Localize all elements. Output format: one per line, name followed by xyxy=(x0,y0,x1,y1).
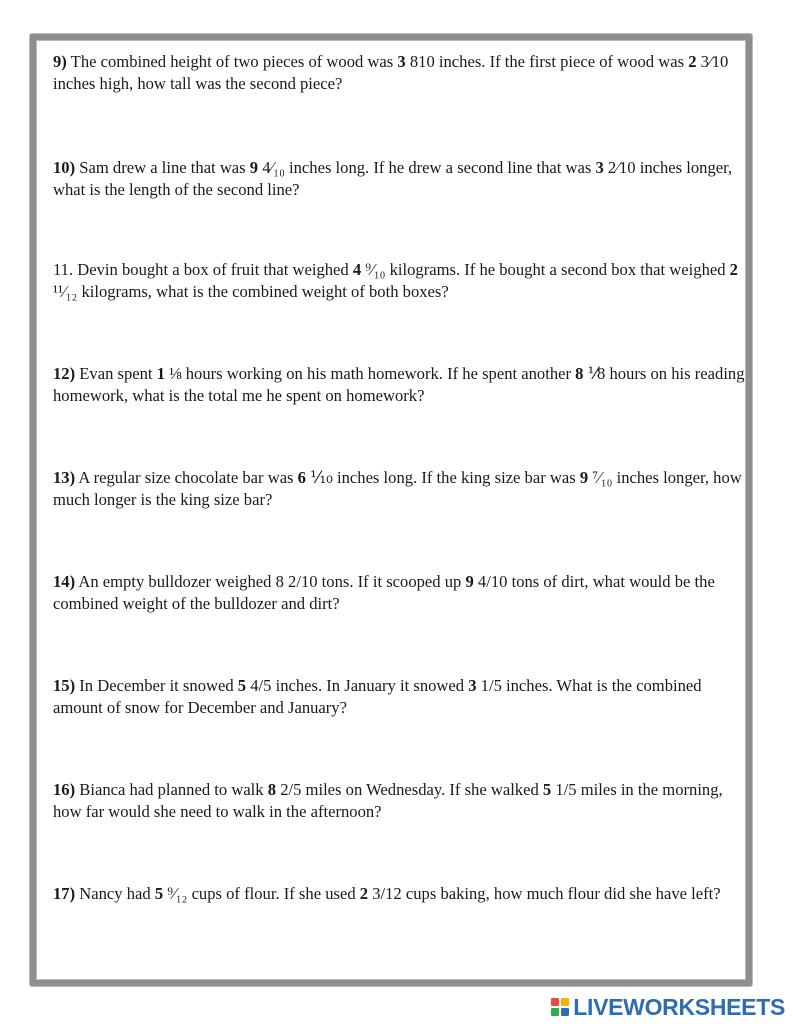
question-text: Nancy had xyxy=(75,884,155,903)
question-text: Sam drew a line that was xyxy=(75,158,250,177)
question-15 xyxy=(53,675,749,719)
bold-number: 8 xyxy=(267,780,277,799)
question-17 xyxy=(53,883,749,905)
question-text: 3/12 cups baking, how much flour did she have left? xyxy=(368,884,721,903)
logo-square xyxy=(561,1008,569,1016)
question-text: 4/10 tons of dirt, what would be the combined weight of the bulldozer and dirt? xyxy=(53,572,715,613)
question-number: 17) xyxy=(53,884,76,903)
worksheet-frame xyxy=(30,34,752,986)
question-text: 1/5 miles in the morning, how far would she need to walk in the afternoon? xyxy=(53,780,723,821)
bold-number: 8 xyxy=(575,364,584,383)
question-text: ⅟8 hours on his reading homework, what is the total me he spent on homework? xyxy=(53,364,745,405)
question-text: 1/5 inches. What is the combined amount of snow for December and January? xyxy=(53,676,702,717)
question-9 xyxy=(53,51,749,95)
bold-number: 4 xyxy=(352,260,362,279)
bold-number: 3 xyxy=(595,158,604,177)
question-text: A regular size chocolate bar was xyxy=(75,468,298,487)
question-number: 13) xyxy=(53,468,76,487)
logo-squares-icon xyxy=(551,998,569,1016)
question-text: Evan spent xyxy=(75,364,157,383)
bold-number: 1 xyxy=(156,364,165,383)
question-text: 2/5 miles on Wednesday. If she walked xyxy=(276,780,543,799)
question-number: 10) xyxy=(53,158,76,177)
logo-square xyxy=(551,998,559,1006)
question-number: 9) xyxy=(53,52,67,71)
question-11 xyxy=(53,259,749,303)
liveworksheets-logo[interactable] xyxy=(551,993,785,1021)
question-text: ⅛ hours working on his math homework. If he spent another xyxy=(165,364,576,383)
question-text: In December it snowed xyxy=(75,676,238,695)
question-10 xyxy=(53,157,749,201)
question-text: ⁷⁄₁₀ inches longer, how much longer is the king size bar? xyxy=(53,468,742,509)
bold-number: 3 xyxy=(397,52,406,71)
question-number: 16) xyxy=(53,780,76,799)
question-text: ⁹⁄₁₂ cups of flour. If she used xyxy=(163,884,360,903)
bold-number: 3 xyxy=(468,676,477,695)
question-text: 2⁄10 inches longer, what is the length of the second line? xyxy=(53,158,733,199)
bold-number: 5 xyxy=(542,780,552,799)
question-text: 4/5 inches. In January it snowed xyxy=(246,676,469,695)
bold-number: 2 xyxy=(729,260,738,279)
brand-name: LIVEWORKSHEETS xyxy=(573,993,785,1020)
question-number: 15) xyxy=(53,676,76,695)
question-number: 12) xyxy=(53,364,76,383)
bold-number: 2 xyxy=(688,52,697,71)
bold-number: 9 xyxy=(465,572,474,591)
question-text: ⅒ inches long. If the king size bar was xyxy=(305,468,580,487)
bold-number: 9 xyxy=(579,468,589,487)
question-text: ⁹⁄₁₀ kilograms. If he bought a second box that weighed xyxy=(361,260,730,279)
question-text: 3⁄10 inches high, how tall was the second piece? xyxy=(53,52,729,93)
question-text: Bianca had planned to walk xyxy=(75,780,268,799)
bold-number: 9 xyxy=(249,158,259,177)
question-text: 810 inches. If the first piece of wood was xyxy=(405,52,689,71)
question-number: 14) xyxy=(53,572,76,591)
question-text: 11. Devin bought a box of fruit that weighed xyxy=(53,260,353,279)
logo-square xyxy=(561,998,569,1006)
question-text: ¹¹⁄₁₂ kilograms, what is the combined weight of both boxes? xyxy=(53,282,449,301)
question-text: 4⁄₁₀ inches long. If he drew a second line that was xyxy=(258,158,596,177)
bold-number: 2 xyxy=(359,884,369,903)
bold-number: 5 xyxy=(237,676,247,695)
question-12 xyxy=(53,363,749,407)
logo-square xyxy=(551,1008,559,1016)
bold-number: 6 xyxy=(297,468,306,487)
question-text: The combined height of two pieces of wood was xyxy=(66,52,398,71)
question-text: An empty bulldozer weighed 8 2/10 tons. If it scooped up xyxy=(75,572,466,591)
question-16 xyxy=(53,779,749,823)
question-13 xyxy=(53,467,749,511)
question-14 xyxy=(53,571,749,615)
bold-number: 5 xyxy=(154,884,164,903)
